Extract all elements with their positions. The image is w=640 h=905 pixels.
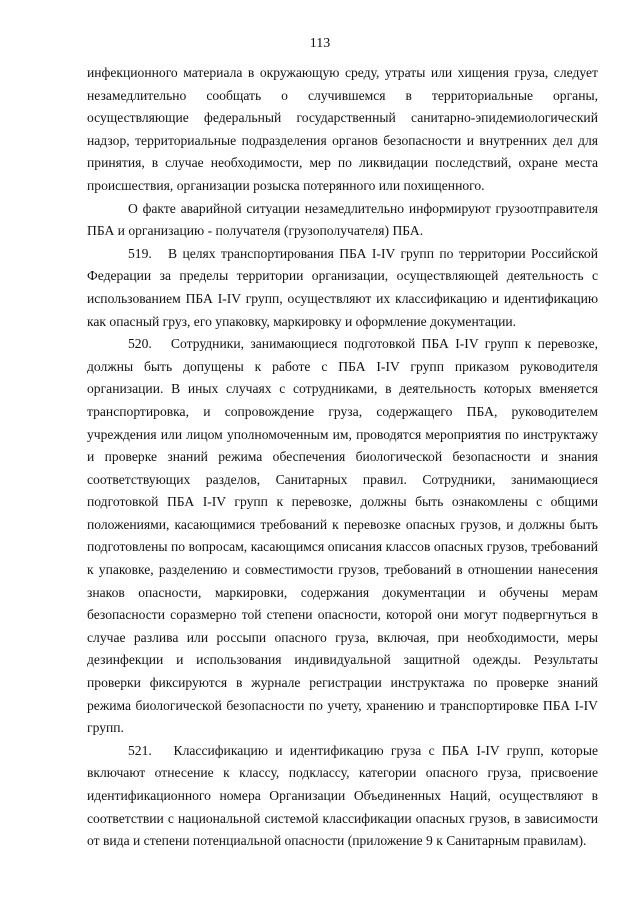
paragraph-519: 519. В целях транспортирования ПБА I-IV групп по территории Российской Федерации за пределы территории организации, осуществляющей деятельность с использованием ПБА I-IV групп, осуществляют их классификацию и идентификацию как опасный груз, его упаковку, маркировку и оформление документации.: [87, 245, 598, 329]
document-body: [87, 62, 598, 853]
paragraph-continuation: инфекционного материала в окружающую среду, утраты или хищения груза, следует незамедлительно сообщать о случившемся в территориальные органы, осуществляющие федеральный государственный санитарно-эпидемиологический надзор, территориальные подразделения органов безопасности и внутренних дел для принятия, в случае необходимости, мер по ликвидации последствий, охране места происшествия, организации розыска потерянного или похищенного.: [87, 65, 598, 193]
page-number: 113: [309, 36, 331, 51]
paragraph-accident-notice: О факте аварийной ситуации незамедлительно информируют грузоотправителя ПБА и организацию - получателя (грузополучателя) ПБА.: [87, 200, 598, 239]
paragraph-521: 521. Классификацию и идентификацию груза с ПБА I-IV групп, которые включают отнесение к классу, подклассу, категории опасного груза, присвоение идентификационного номера Организации Объединенных Наций, осуществляют в соответствии с национальной системой классификации опасных грузов, в зависимости от вида и степени потенциальной опасности (приложение 9 к Санитарным правилам).: [87, 742, 598, 849]
paragraph-520: 520. Сотрудники, занимающиеся подготовкой ПБА I-IV групп к перевозке, должны быть допущены к работе с ПБА I-IV групп приказом руководителя организации. В иных случаях с сотрудниками, в деятельность которых вменяется транспортировка, и сопровождение груза, содержащего ПБА, руководителем учреждения или лицом уполномоченным им, проводятся мероприятия по инструктажу и проверке знаний режима обеспечения биологической безопасности и знания соответствующих разделов, Санитарных правил. Сотрудники, занимающиеся подготовкой ПБА I-IV групп к перевозке, должны быть ознакомлены с общими положениями, касающимися требований к перевозке опасных грузов, и должны быть подготовлены по вопросам, касающимся описания классов опасных грузов, требований к упаковке, разделению и совместимости грузов, требований в отношении нанесения знаков опасности, маркировки, содержания документации и обучены мерам безопасности соразмерно той степени опасности, которой они могут подвергнуться в случае разлива или россыпи опасного груза, включая, при необходимости, меры дезинфекции и использования индивидуальной защитной одежды. Результаты проверки фиксируются в журнале регистрации инструктажа по проверке знаний режима биологической безопасности по учету, хранению и транспортировке ПБА I-IV групп.: [87, 336, 598, 736]
